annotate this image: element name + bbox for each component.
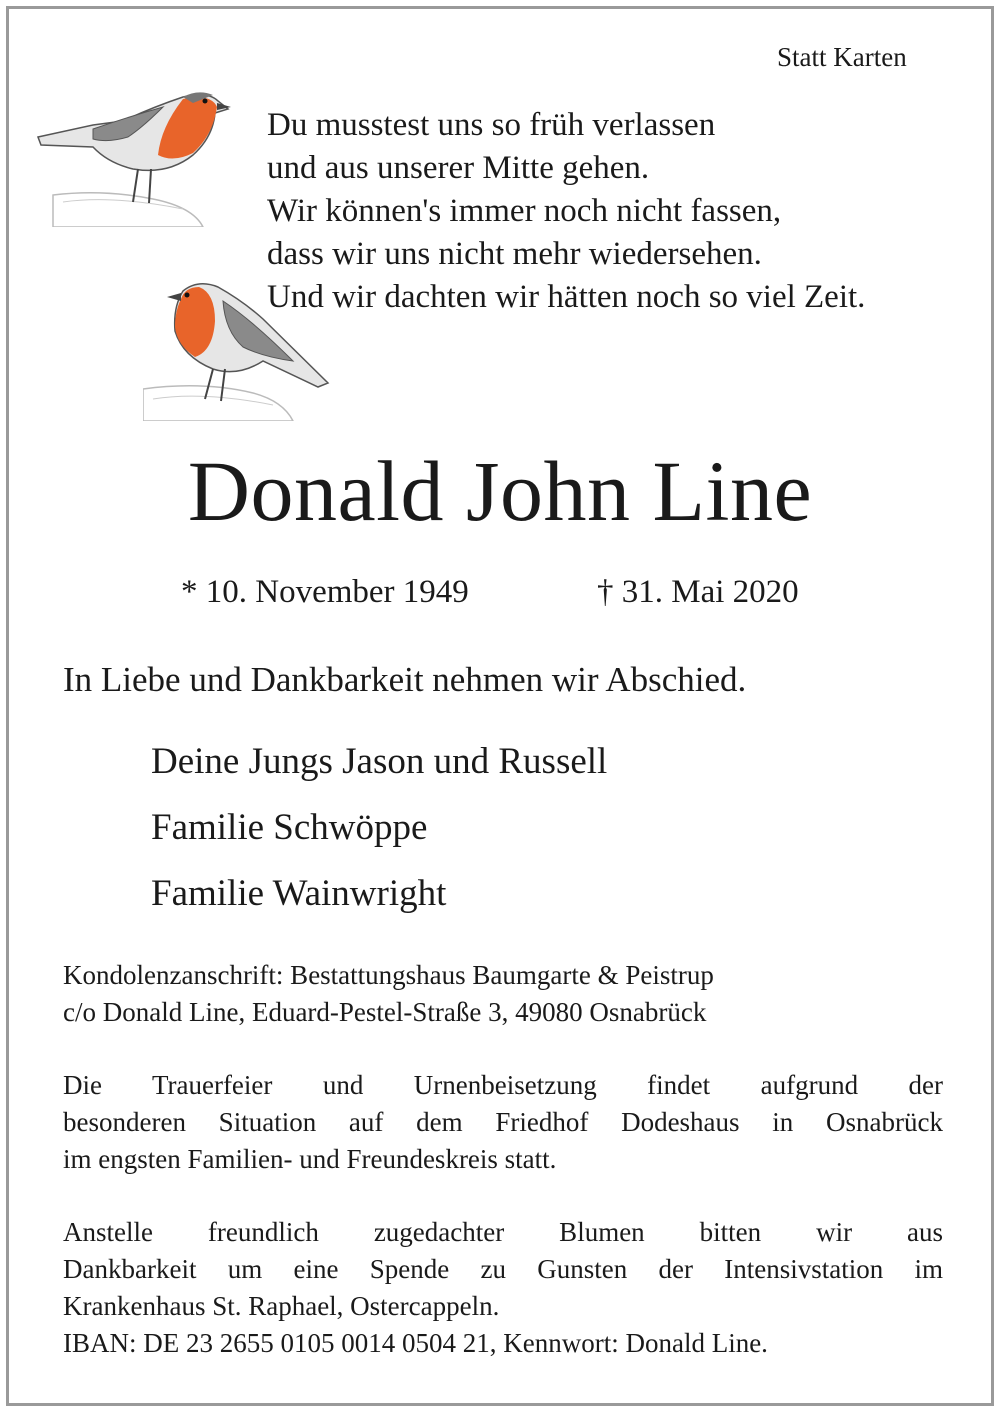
header-note: Statt Karten — [777, 42, 907, 72]
deceased-name: Donald John Line — [187, 443, 813, 539]
donation-line: Krankenhaus St. Raphael, Ostercappeln. — [63, 1291, 500, 1321]
poem-line: Und wir dachten wir hätten noch so viel Zeit. — [267, 279, 866, 315]
condolence-line: Kondolenzanschrift: Bestattungshaus Baumgarte & Peistrup — [63, 960, 714, 990]
death-date: † 31. Mai 2020 — [597, 574, 799, 610]
donation-info — [63, 1214, 943, 1362]
donation-line: Anstelle freundlich zugedachter Blumen bitten wir aus — [63, 1217, 943, 1247]
condolence-line: c/o Donald Line, Eduard-Pestel-Straße 3, 49080 Osnabrück — [63, 997, 707, 1027]
mourner: Familie Schwöppe — [151, 807, 428, 848]
mourners-list — [151, 729, 607, 927]
ceremony-line: Die Trauerfeier und Urnenbeisetzung findet aufgrund der — [63, 1070, 943, 1100]
poem-line: Du musstest uns so früh verlassen — [267, 107, 716, 143]
birth-date: * 10. November 1949 — [181, 574, 469, 610]
poem-line: Wir können's immer noch nicht fassen, — [267, 193, 782, 229]
farewell-line: In Liebe und Dankbarkeit nehmen wir Abschied. — [63, 660, 747, 699]
obituary-notice — [6, 6, 994, 1406]
mourner: Deine Jungs Jason und Russell — [151, 741, 608, 782]
donation-line: IBAN: DE 23 2655 0105 0014 0504 21, Kennwort: Donald Line. — [63, 1328, 768, 1358]
poem-line: dass wir uns nicht mehr wiedersehen. — [267, 236, 762, 272]
mourner: Familie Wainwright — [151, 873, 447, 914]
donation-line: Dankbarkeit um eine Spende zu Gunsten der Intensivstation im — [63, 1254, 943, 1284]
ceremony-line: besonderen Situation auf dem Friedhof Dodeshaus in Osnabrück — [63, 1107, 943, 1137]
ceremony-line: im engsten Familien- und Freundeskreis statt. — [63, 1144, 557, 1174]
robin-icon — [33, 77, 233, 227]
ceremony-info — [63, 1067, 943, 1178]
poem — [267, 104, 865, 319]
condolence-address — [63, 957, 943, 1031]
poem-line: und aus unserer Mitte gehen. — [267, 150, 650, 186]
